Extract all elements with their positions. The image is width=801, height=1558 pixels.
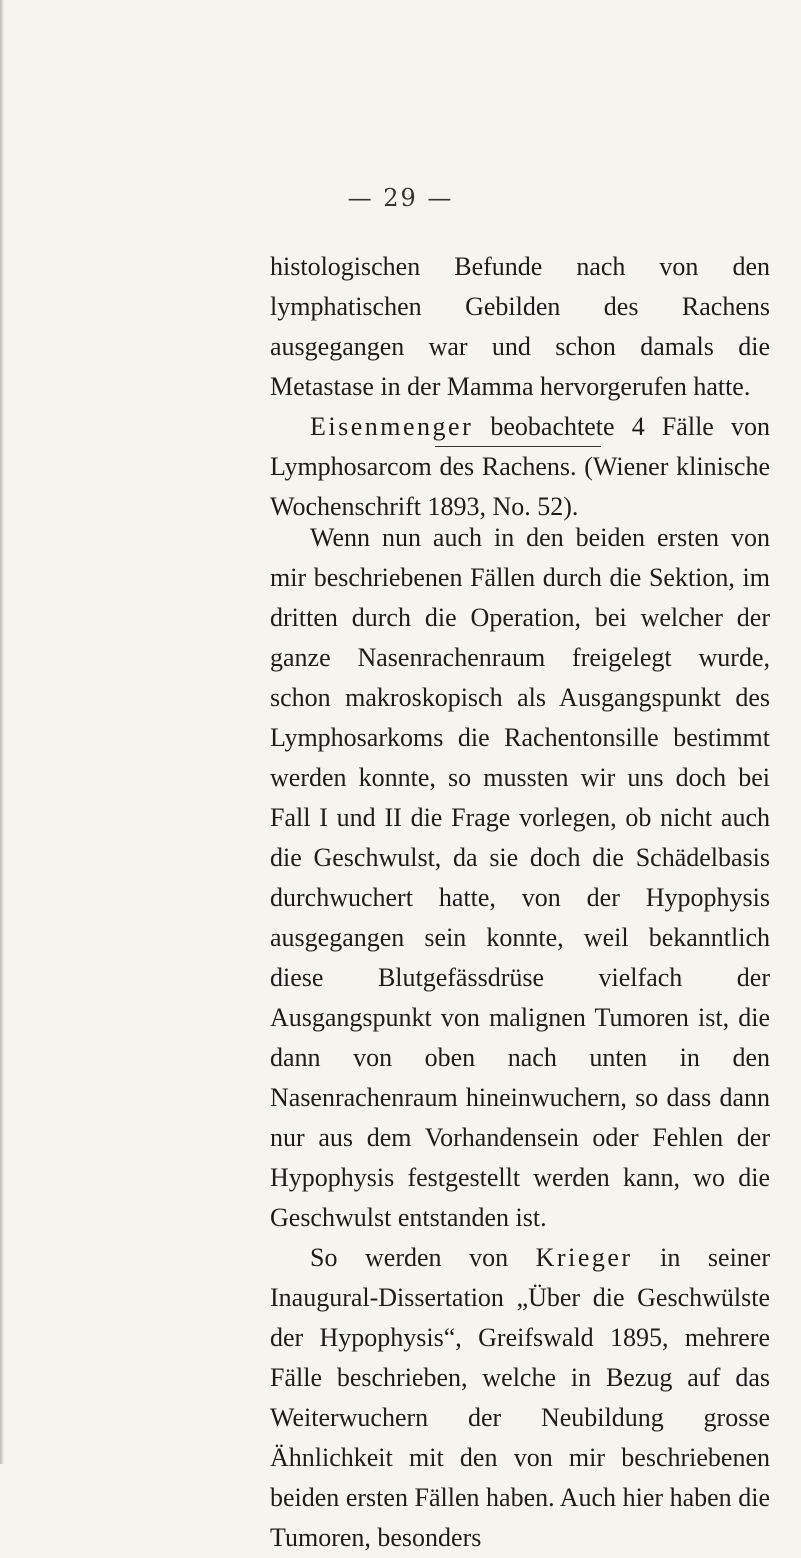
section-divider xyxy=(435,446,601,447)
page-number: — 29 — xyxy=(347,184,454,212)
author-name: Krieger xyxy=(535,1243,633,1272)
paragraph-eisenmenger xyxy=(270,407,770,527)
text-block-top xyxy=(270,247,770,527)
author-name: Eisenmenger xyxy=(310,412,474,441)
binding-edge xyxy=(0,0,4,1464)
paragraph-continuation: histologischen Befunde nach von den lymphatischen Gebilden des Rachens ausgegangen war und schon damals die Metastase in der Mamma hervorgerufen hatte. xyxy=(270,252,770,401)
paragraph-text: beobachtete 4 Fälle von Lymphosarcom des Rachens. (Wiener klinische Wochenschrift 1893, No. 52). xyxy=(270,412,770,521)
paragraph-krieger xyxy=(270,1238,770,1558)
paragraph-text: in seiner Inaugural-Dissertation „Über die Geschwülste der Hypophysis“, Greifswald 1895, mehrere Fälle beschrieben, welche in Bezug auf das Weiterwuchern der Neubildung grosse Ähnlichkeit mit den von mir beschriebenen beiden ersten Fällen haben. Auch hier haben die Tumoren, besonders xyxy=(270,1243,770,1552)
text-block-bottom xyxy=(270,518,770,1558)
paragraph-lead: So werden von xyxy=(310,1243,536,1272)
paragraph-main: Wenn nun auch in den beiden ersten von mir beschriebenen Fällen durch die Sektion, im dritten durch die Operation, bei welcher der ganze Nasenrachenraum freigelegt wurde, schon makroskopisch als Ausgangspunkt des Lymphosarkoms die Rachentonsille bestimmt werden konnte, so mussten wir uns doch bei Fall I und II die Frage vorlegen, ob nicht auch die Geschwulst, da sie doch die Schädelbasis durchwuchert hatte, von der Hypophysis ausgegangen sein konnte, weil bekanntlich diese Blutgefässdrüse vielfach der Ausgangspunkt von malignen Tumoren ist, die dann von oben nach unten in den Nasenrachenraum hineinwuchern, so dass dann nur aus dem Vorhandensein oder Fehlen der Hypophysis festgestellt werden kann, wo die Geschwulst entstanden ist. xyxy=(270,523,770,1232)
